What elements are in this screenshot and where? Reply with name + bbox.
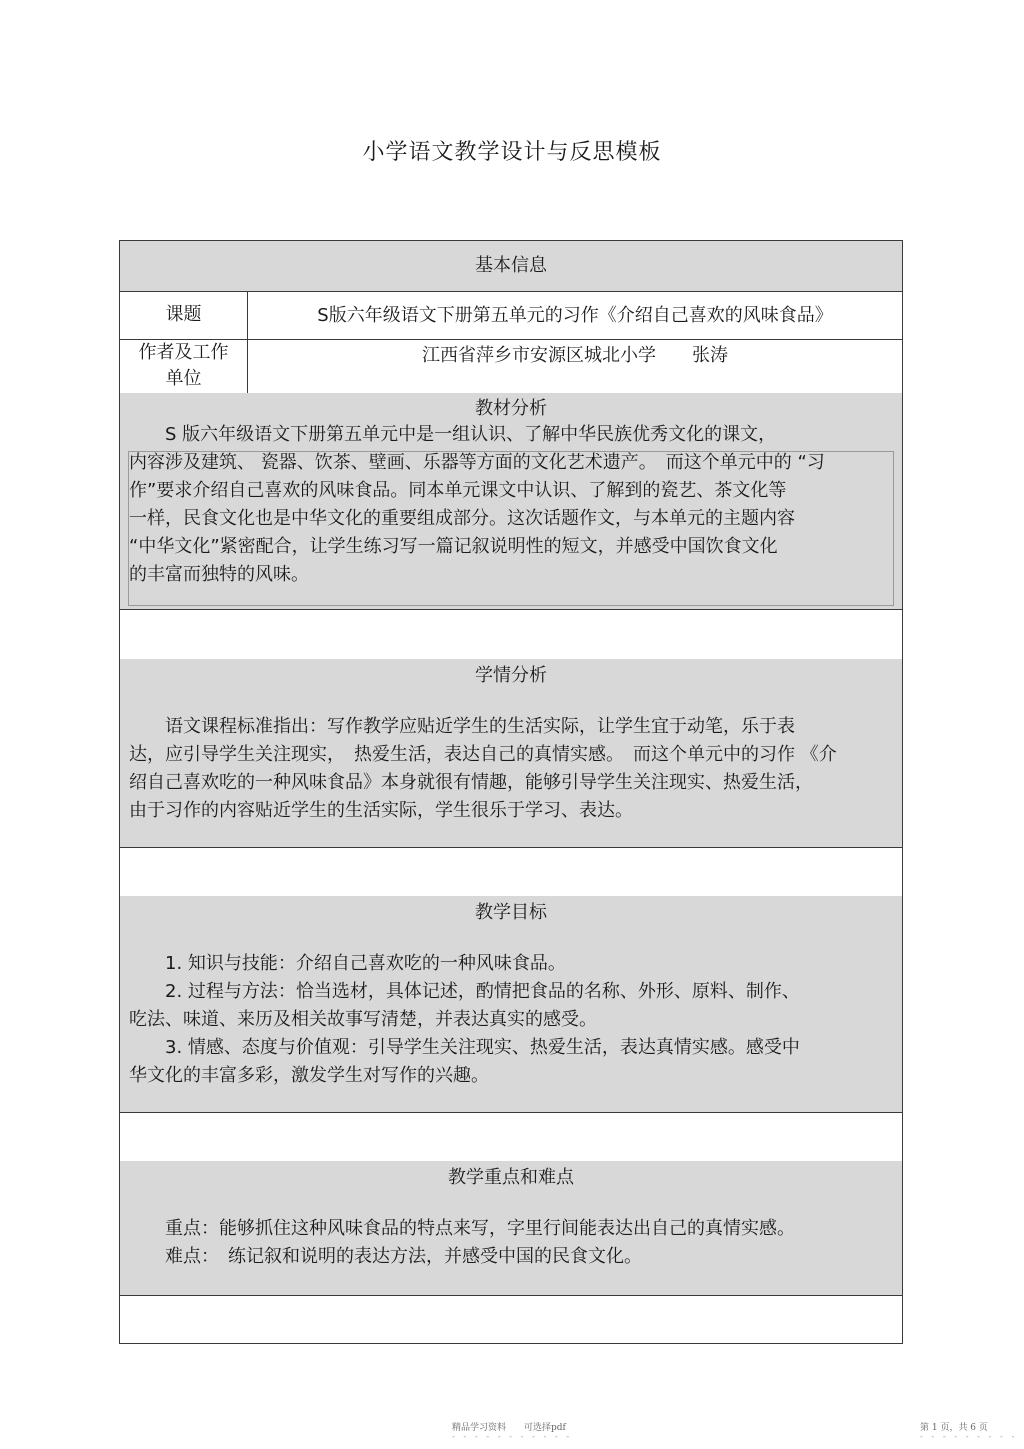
topic-row — [120, 291, 902, 339]
author-label-line2: 单位 — [165, 368, 202, 389]
text-line: 作”要求介绍自己喜欢的风味食品。同本单元课文中认识、了解到的瓷艺、茶文化等 — [129, 480, 787, 501]
teaching-objectives-header: 教学目标 — [475, 902, 547, 923]
text-line: 吃法、味道、来历及相关故事写清楚，并表达真实的感受。 — [129, 1009, 597, 1030]
key-points-section — [120, 1161, 902, 1295]
author-label-line1: 作者及工作 — [138, 342, 229, 363]
text-line: “中华文化”紧密配合，让学生练习写一篇记叙说明性的短文，并感受中国饮食文化 — [129, 536, 778, 557]
text-line: 达，应引导学生关注现实， 热爱生活，表达自己的真情实感。 而这个单元中的习作 《介 — [129, 744, 837, 765]
text-line: 重点：能够抓住这种风味食品的特点来写，字里行间能表达出自己的真情实感。 — [129, 1218, 795, 1239]
text-line: 难点： 练记叙和说明的表达方法，并感受中国的民食文化。 — [129, 1246, 642, 1267]
footer-page-number: 第 1 页，共 6 页 — [920, 1423, 988, 1433]
student-analysis-text — [129, 713, 899, 825]
basic-info-header-row — [120, 241, 902, 291]
footer-source-note: 精品学习资料 可选择pdf — [452, 1423, 566, 1433]
textbook-analysis-text — [129, 421, 899, 589]
text-line: 由于习作的内容贴近学生的生活实际，学生很乐于学习、表达。 — [129, 800, 633, 821]
text-line: 语文课程标准指出：写作教学应贴近学生的生活实际，让学生宜于动笔，乐于表 — [129, 716, 795, 737]
basic-info-header: 基本信息 — [475, 255, 547, 276]
footer-dots-left: - - - - - - - - - - - — [452, 1432, 573, 1441]
teaching-objectives-text — [129, 950, 899, 1090]
author-value: 江西省萍乡市安源区城北小学 张涛 — [422, 345, 728, 366]
text-line: S 版六年级语文下册第五单元中是一组认识、了解中华民族优秀文化的课文， — [129, 424, 777, 445]
key-points-text — [129, 1215, 899, 1271]
topic-value: S版六年级语文下册第五单元的习作《介绍自己喜欢的风味食品》 — [317, 305, 833, 326]
lesson-plan-table — [119, 240, 903, 1344]
student-analysis-header: 学情分析 — [475, 665, 547, 686]
textbook-analysis-header: 教材分析 — [475, 398, 547, 419]
footer-dots-right: - - - - - - - - - — [920, 1432, 1018, 1441]
text-line: 3. 情感、态度与价值观：引导学生关注现实、热爱生活，表达真情实感。感受中 — [129, 1037, 800, 1058]
teaching-objectives-section — [120, 896, 902, 1112]
student-analysis-section — [120, 659, 902, 847]
text-line: 一样，民食文化也是中华文化的重要组成部分。这次话题作文，与本单元的主题内容 — [129, 508, 795, 529]
textbook-analysis-section — [120, 393, 902, 609]
key-points-header: 教学重点和难点 — [448, 1167, 574, 1188]
text-line: 1. 知识与技能：介绍自己喜欢吃的一种风味食品。 — [129, 953, 566, 974]
text-line: 绍自己喜欢吃的一种风味食品》本身就很有情趣，能够引导学生关注现实、热爱生活， — [129, 772, 813, 793]
text-line: 2. 过程与方法：恰当选材，具体记述，酌情把食品的名称、外形、原料、制作、 — [129, 981, 800, 1002]
document-title: 小学语文教学设计与反思模板 — [362, 140, 662, 165]
topic-label: 课题 — [165, 304, 202, 325]
author-row — [120, 339, 902, 393]
text-line: 的丰富而独特的风味。 — [129, 564, 309, 585]
text-line: 华文化的丰富多彩，激发学生对写作的兴趣。 — [129, 1065, 489, 1086]
text-line: 内容涉及建筑、 瓷器、饮茶、壁画、乐器等方面的文化艺术遗产。 而这个单元中的 “习 — [129, 452, 825, 473]
